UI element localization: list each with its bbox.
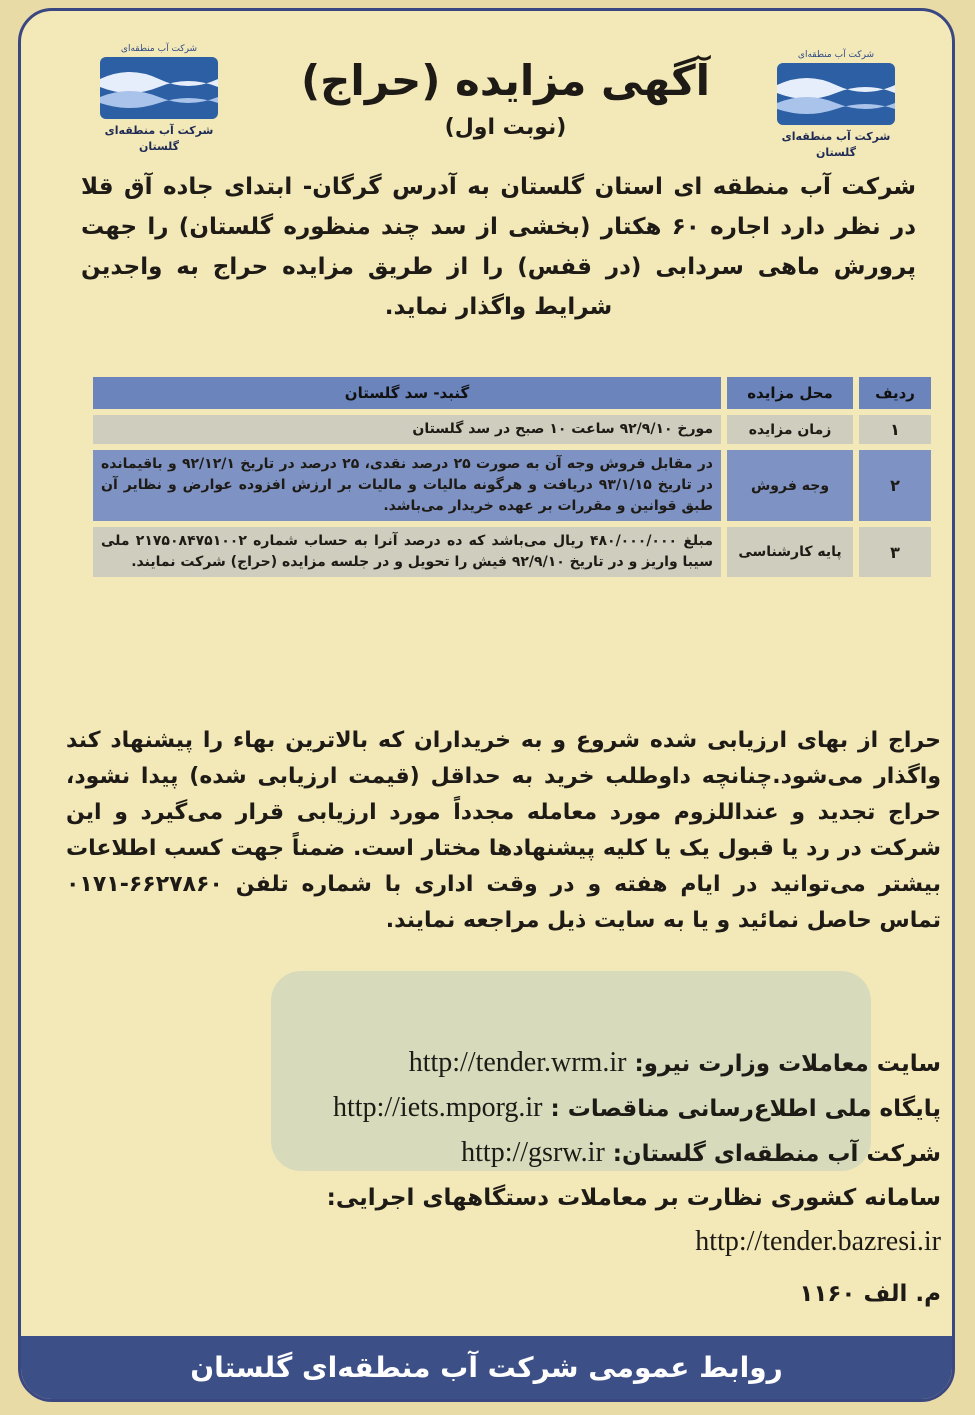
website-item [66,1220,941,1265]
logo-caption: شرکت آب منطقه‌ای گلستان [781,130,891,159]
row-field: زمان مزایده [727,415,853,444]
row-field: پایه کارشناسی [727,527,853,577]
logo-caption: شرکت آب منطقه‌ای گلستان [104,124,214,153]
row-num: ۱ [859,415,931,444]
website-item [66,1131,941,1176]
auction-table [87,371,937,583]
website-link[interactable]: http://tender.wrm.ir [408,1047,627,1078]
website-label: سامانه کشوری نظارت بر معاملات دستگاههای اجرایی: [326,1185,941,1211]
table-row [93,527,931,577]
table-row [93,450,931,521]
logo-top-text: شرکت آب منطقه‌ای [797,50,875,60]
website-item [66,1086,941,1131]
website-link[interactable]: http://gsrw.ir [461,1137,605,1168]
header-value: گنبد- سد گلستان [93,377,721,409]
table-header-row [93,377,931,409]
logo-top-text: شرکت آب منطقه‌ای [120,44,198,54]
website-label: سایت معاملات وزارت نیرو: [634,1051,941,1077]
row-value: مبلغ ۴۸۰/۰۰۰/۰۰۰ ریال می‌باشد که ده درصد آنرا به حساب شماره ۲۱۷۵۰۸۴۷۵۱۰۰۲ ملی سیبا واریز و در تاریخ ۹۲/۹/۱۰ فیش را تحویل و در جلسه مزایده (حراج) شرکت نمایند. [93,527,721,577]
advertisement-frame [18,8,955,1402]
row-field: وجه فروش [727,450,853,521]
website-link[interactable]: http://iets.mporg.ir [333,1092,543,1123]
row-value: مورخ ۹۲/۹/۱۰ ساعت ۱۰ صبح در سد گلستان [93,415,721,444]
intro-paragraph: شرکت آب منطقه ای استان گلستان به آدرس گرگان- ابتدای جاده آق قلا در نظر دارد اجاره ۶۰ هکتار (بخشی از سد چند منظوره گلستان) را جهت پرورش ماهی سردابی (در قفس) را از طریق مزایده حراج به واجدین شرایط واگذار نماید. [81,174,916,320]
website-item [66,1176,941,1220]
header-field: محل مزایده [727,377,853,409]
website-label: پایگاه ملی اطلاع‌رسانی مناقصات : [550,1096,941,1122]
row-num: ۲ [859,450,931,521]
footer-banner: روابط عمومی شرکت آب منطقه‌ای گلستان [21,1336,952,1399]
row-num: ۳ [859,527,931,577]
conditions-paragraph: حراج از بهای ارزیابی شده شروع و به خریداران که بالاترین بهاء را پیشنهاد کند واگذار می‌شود.چنانچه داوطلب خرید به حداقل (قیمت ارزیابی شده) پیدا نشود، حراج تجدید و عنداللزوم مورد معامله مجدداً مورد ارزیابی قرار می‌گیرد و این شرکت در رد یا قبول یک یا کلیه پیشنهادها مختار است. ضمناً جهت کسب اطلاعات بیشتر می‌توانید در ایام هفته و در وقت اداری با شماره تلفن ۶۶۲۷۸۶۰-۰۱۷۱ تماس حاصل نمائید و یا به سایت ذیل مراجعه نمایند. [66,728,941,933]
header-num: ردیف [859,377,931,409]
website-link[interactable]: http://tender.bazresi.ir [695,1226,941,1257]
website-list [66,1041,941,1265]
reference-number: م. الف ۱۱۶۰ [799,1281,941,1307]
page-subtitle: (نوبت اول) [444,115,567,140]
page-title: آگهی مزایده (حراج) [300,56,711,105]
row-value: در مقابل فروش وجه آن به صورت ۲۵ درصد نقدی، ۲۵ درصد در تاریخ ۹۲/۱۲/۱ و باقیمانده در تاریخ ۹۳/۱/۱۵ دریافت و هرگونه مالیات و مالیات بر ارزش افزوده عوارض و نظایر آن طبق قوانین و مقررات بر عهده خریدار می‌باشد. [93,450,721,521]
website-label: شرکت آب منطقه‌ای گلستان: [612,1141,941,1167]
website-item [66,1041,941,1086]
table-row [93,415,931,444]
